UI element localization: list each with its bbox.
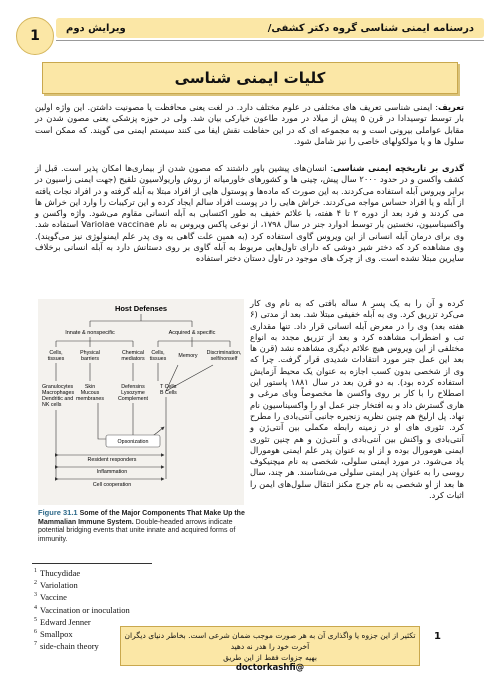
page-number-badge [16, 17, 54, 55]
immune-system-figure [38, 299, 244, 505]
innate-branch-label: Innate & nonspecific [65, 330, 115, 336]
component-complement: Complement [117, 396, 149, 402]
category-discrimination-label: Discrimination, [206, 350, 242, 356]
figure-caption-text: Double-headed arrows indicate potential bridging events that unite innate and acquired forms of immunity. [38, 518, 236, 543]
history-label: گذری بر تاریخچه ایمنی شناسی [333, 163, 464, 173]
process-inflammation: Inflammation [96, 469, 128, 475]
footer-notice-box [120, 626, 420, 673]
process-cell-cooperation: Cell cooperation [92, 482, 132, 488]
definition-paragraph [35, 102, 464, 160]
footnote-item: $^2$ Variolation [34, 580, 78, 591]
component-b-cells: B Cells [160, 390, 177, 396]
component-defensins: Defensins [121, 384, 145, 390]
component-granulocytes: Granulocytes [42, 384, 74, 390]
component-t-cells: T Cells [160, 384, 177, 390]
category-chemical-mediators-label: mediators [121, 356, 145, 362]
history-continued-text: کرده و آن را به یک پسر ۸ ساله بافتی که به نام وی کار می‌کرد تزریق کرد. وی به آبله خفیفی مبتلا شد. بعد از مدتی (۶ هفته بعد) وی را در معرض آبله انسانی قرار داد. تنها مقداری تب و اضطراب مشاهده کرد و بعد از تزریق مجدد به انواع مختلفی از این ویروس هیچ علائم دیگری مشاهده نشد (قرن ها بعد این عمل جنر مورد انتقادات شدیدی قرار گرفت. چرا که وی از شخصی بدون کسب اجازه به عنوان یک محیط آزمایش استفاده کرده بود). به دو قرن بعد در سال ۱۸۸۱ پاستور این اصطلاح را با کار بر روی واکسن ها مخصوصاً وبای مرغی و هاری گسترش داد و به افتخار جنر عمل او را واکسیناسیون نام نهاد. پل ارلیخ هم چنین نظریه زنجیره جانبی آنتی‌بادی را مطرح کرد. تئوری های او در زمینه رابطه مکملی بین آنتی‌ژن و آنتی‌بادی و واکنش بین آنتی‌بادی و آنتی‌ژن و هم چنین تئوری ایمنی هومورال بوده و از او به عنوان پدر علم ایمنی هومورال یاد می‌شود. در مورد ایمنی سلولی، شخصی به نام میچنیکوف روسی را به عنوان پدر ایمنی سلولی می‌شناسند. هر چند، سال ها بعد از او شخصی به نام جرج مکنز انتقال سلول‌های ایمن را اثبات کرد. [250, 298, 464, 501]
footnote-divider [32, 563, 152, 564]
category-chemical-mediators-label: Chemical [121, 350, 145, 356]
footnote-item: $^1$ Thucydidae [34, 567, 81, 578]
header-bar [56, 18, 484, 38]
definition-text: : ایمنی شناسی تعریف های مختلفی در علوم مختلف دارد. در لغت یعنی محافظت یا مصونیت داشتن. این واژه اولین بار توسط توسیدادا در قرن ۵ پیش از میلاد در مورد طاعون خیارکی بیان شد. ولی در حوزه پزشکی یعنی مصون شدن در مقابل عواملی بیرونی است و به مجموعه ای که در این حفاظت نقش ایفا می کنند سیستم ایمنی می گویند. که ممکن است سلول ها و یا مولکولهای خاصی را نیز شامل شود. [35, 102, 464, 146]
category-memory-label: Memory [178, 353, 198, 359]
process-opsonization: Opsonization [117, 439, 149, 445]
footer-handle: @doctorkashfi [235, 663, 305, 673]
footnote-item: $^6$ Smallpox [34, 629, 73, 639]
component-dendritic: Dendritic and [42, 396, 74, 402]
footer-notice-line1: تکثیر از این جزوه یا واگذاری آن به هر صورت موجب ضمان شرعی است. بخاطر دنیای دیگران آخرت خود را هدر نه دهید [124, 631, 416, 651]
component-skin: Skin [84, 384, 96, 390]
component-nk-cells: NK cells [42, 402, 62, 408]
chapter-title-box [42, 62, 458, 94]
figure-label: Figure 31.1 [38, 508, 78, 517]
category-cells-tissues-label: Cells, [49, 350, 63, 356]
book-title: درسنامه ایمنی شناسی گروه دکتر کشفی/ [267, 22, 474, 34]
acquired-branch-label: Acquired & specific [168, 330, 216, 336]
footnote-item: $^7$ side-chain theory [34, 641, 99, 652]
figure-caption [38, 509, 248, 544]
category-cells-tissues-label: tissues [47, 356, 65, 362]
category-cells-tissues-label: tissues [149, 356, 167, 362]
footnote-item: $^4$ Vaccination or inoculation [34, 604, 130, 615]
footnote-item: $^5$ Edward Jenner [34, 616, 91, 627]
category-physical-barriers-label: barriers [81, 356, 99, 362]
history-paragraph [35, 163, 464, 298]
figure-title: Host Defenses [114, 304, 168, 313]
page-number: 1 [30, 28, 40, 44]
figure-caption-title: Some of the Major Components That Make Up the Mammalian Immune System. [38, 510, 245, 526]
component-mucous: Mucous [80, 390, 100, 396]
history-continued-paragraph [250, 298, 464, 536]
category-physical-barriers-label: Physical [80, 350, 100, 356]
footer-notice-line2: بهیه جزوات فقط از این طریق [223, 653, 317, 662]
component-macrophages: Macrophages [42, 390, 75, 396]
component-membranes: membranes [76, 396, 104, 402]
category-discrimination-label: self/nonself [210, 356, 238, 362]
definition-label: تعریف [438, 102, 464, 112]
footnote-item: $^3$ Vaccine [34, 592, 67, 603]
process-resident-responders: Resident responders [87, 457, 137, 463]
footer-page-number: 1 [434, 631, 441, 642]
chapter-title: کلیات ایمنی شناسی [174, 69, 326, 87]
header-divider [56, 40, 484, 41]
history-text: : انسان‌های پیشین باور داشتند که مصون شدن از بیماری‌ها امکان پذیر است. قبل از کشف واکسن و در حدود ۲۰۰۰ سال پیش، چینی ها و کشورهای خاورمیانه از روش واریولاسیون تلقیح (جهت ایمنی زاسیون در برابر ویروس آبله استفاده می‌کردند. به این صورت که ماده‌ها و پوستول هایی از افراد مبتلا به آبله گرفته و در افراد نجات یافته از آبله و یا افراد حساس مواجه می‌کردند. خراش هایی را در پوست افراد سالم ایجاد کرده و این ترکیبات را وارد این خراش ها می کردند و فرد بعد از دوره ۲ تا ۴ هفته، با علائم خفیف به طور اکتسابی به آبله انسانی مقاوم می‌شود. واژه واکسن و واکسیناسیون، نخستین بار توسط ادوارد جنر در سال ۱۷۹۸، از نوعی پاکس ویروس به نام Variolae vaccinae استفاده شد. وی برای درمان آبله انسانی از این ویروس گاوی استفاده کرد (به همین علت گاهی به وی پدر علم ایمنولوژی نیز می‌گویند). وی مشاهده کرد که دختر شیر دوشی که دارای تاول‌هایی مربوط به آبله گاوی بر روی دستانش دارد به آبله انسانی برخلاف سایرین مبتلا نشده است. وی از چرک های موجود در تاول دستان دختر استفاده [35, 163, 464, 264]
component-lysozyme: Lysozyme [121, 390, 145, 396]
category-cells-tissues-label: Cells, [151, 350, 165, 356]
immune-system-diagram [38, 299, 244, 505]
edition-label: ویرایش دوم [66, 22, 126, 34]
